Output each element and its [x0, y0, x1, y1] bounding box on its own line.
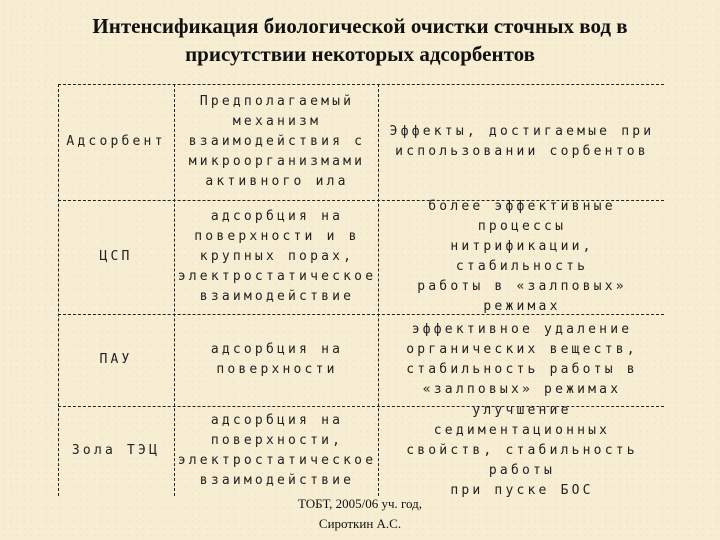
row3-adsorbent: Зола ТЭЦ: [71, 443, 161, 458]
header-effects: Эффекты, достигаемые при использовании сорбентов: [389, 124, 655, 159]
footer-line-1: ТОБТ, 2005/06 уч. год,: [298, 496, 422, 511]
row1-adsorbent: ЦСП: [99, 249, 133, 264]
slide-title: [0, 12, 720, 68]
header-adsorbent: Адсорбент: [66, 134, 166, 149]
row1-effects: более эффективные процессы нитрификации, стабильность работы в «залповых» режимах: [417, 199, 627, 314]
title-line-2: присутствии некоторых адсорбентов: [185, 42, 535, 66]
row1-mechanism: адсорбция на поверхности и в крупных порах, электростатическое взаимодействие: [177, 209, 377, 304]
row2-adsorbent: ПАУ: [99, 352, 133, 367]
header-mechanism: Предполагаемый механизм взаимодействия с микроорганизмами активного ила: [188, 94, 366, 189]
table-rule-col1: [174, 84, 175, 496]
row3-mechanism: адсорбция на поверхности, электростатическое взаимодействие: [177, 413, 377, 488]
table-rule-col2: [378, 84, 379, 496]
title-line-1: Интенсификация биологической очистки сточных вод в: [92, 14, 628, 38]
table-rule-top: [58, 84, 664, 85]
row2-effects: эффективное удаление органических веществ, стабильность работы в «залповых» режимах: [406, 322, 638, 397]
footer-line-2: Сироткин А.С.: [318, 516, 402, 531]
row3-effects: улучшение седиментационных свойств, стабильность работы при пуске БОС: [406, 403, 638, 498]
row2-mechanism: адсорбция на поверхности: [210, 342, 344, 377]
adsorbent-table: [58, 84, 664, 496]
footer-credit: [240, 494, 480, 534]
